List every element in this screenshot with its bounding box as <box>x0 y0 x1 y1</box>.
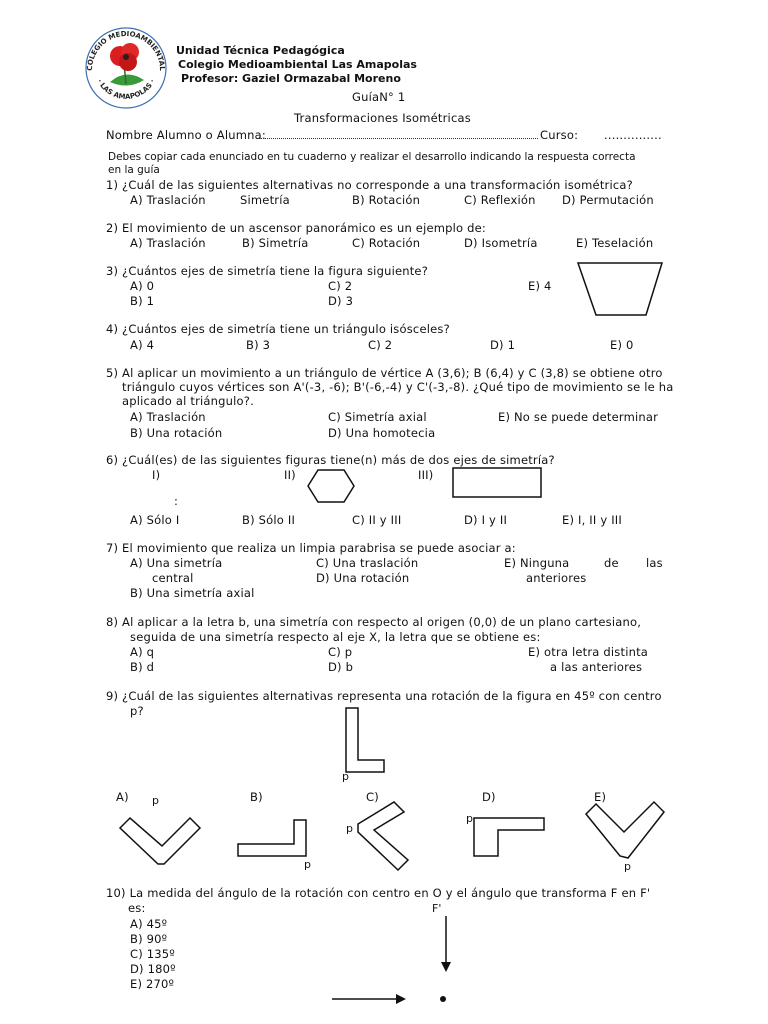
svg-text:COLEGIO MEDIOAMBIENTAL: COLEGIO MEDIOAMBIENTAL <box>85 29 167 71</box>
q7-option-e-cont: anteriores <box>526 571 587 585</box>
q1-stem: 1) ¿Cuál de las siguientes alternativas no corresponde a una transformación isométrica? <box>106 178 633 192</box>
school-seal <box>80 20 172 112</box>
q6-figure-3-label: III) <box>418 468 434 482</box>
q9-option-a-figure[interactable] <box>118 798 208 870</box>
header-line-2: Colegio Medioambiental Las Amapolas <box>178 58 417 71</box>
header-line-3: Profesor: Gaziel Ormazabal Moreno <box>181 72 401 85</box>
q3-option-c[interactable]: C) 2 <box>328 279 353 293</box>
q8-option-c[interactable]: C) p <box>328 645 353 659</box>
q5-option-a[interactable]: A) Traslación <box>130 410 206 424</box>
q9-center-p-label: p <box>342 770 349 783</box>
q9-option-e-p: p <box>624 860 631 873</box>
q9-option-d-figure[interactable] <box>472 816 548 860</box>
q7-option-e[interactable]: E) Ninguna <box>504 556 570 570</box>
q3-option-a[interactable]: A) 0 <box>130 279 155 293</box>
q6-option-b[interactable]: B) Sólo II <box>242 513 296 527</box>
q9-option-b-figure[interactable] <box>236 816 312 860</box>
q5-stem-line-3: aplicado al triángulo?. <box>122 394 254 408</box>
q3-option-b[interactable]: B) 1 <box>130 294 155 308</box>
q4-option-b[interactable]: B) 3 <box>246 338 271 352</box>
q6-option-a[interactable]: A) Sólo I <box>130 513 180 527</box>
q6-rectangle-figure <box>452 467 544 499</box>
q6-figure-2-label: II) <box>284 468 296 482</box>
q10-option-c[interactable]: C) 135º <box>130 947 175 961</box>
q5-option-c[interactable]: C) Simetría axial <box>328 410 427 424</box>
q1-option-c[interactable]: C) Reflexión <box>464 193 536 207</box>
q9-option-e-label[interactable]: E) <box>594 790 607 804</box>
q5-option-d[interactable]: D) Una homotecia <box>328 426 436 440</box>
q10-option-e[interactable]: E) 270º <box>130 977 175 991</box>
q9-option-b-p: p <box>304 858 311 871</box>
q10-f-arrow <box>332 992 408 1006</box>
guide-number: GuíaN° 1 <box>352 90 406 104</box>
q9-option-a-label[interactable]: A) <box>116 790 129 804</box>
q2-option-a[interactable]: A) Traslación <box>130 236 206 250</box>
q1-option-d[interactable]: D) Permutación <box>562 193 654 207</box>
q7-option-b[interactable]: B) Una simetría axial <box>130 586 255 600</box>
q7-stem: 7) El movimiento que realiza un limpia parabrisa se puede asociar a: <box>106 541 516 555</box>
q2-option-b[interactable]: B) Simetría <box>242 236 309 250</box>
student-name-label: Nombre Alumno o Alumna: <box>106 128 266 142</box>
q6-option-e[interactable]: E) I, II y III <box>562 513 622 527</box>
q10-option-b[interactable]: B) 90º <box>130 932 168 946</box>
course-label: Curso: <box>540 128 579 142</box>
q9-option-c-figure[interactable] <box>354 800 426 876</box>
q10-stem-line-1: 10) La medida del ángulo de la rotación con centro en O y el ángulo que transforma F en F' <box>106 886 651 900</box>
q9-option-d-p: p <box>466 812 473 825</box>
header-line-1: Unidad Técnica Pedagógica <box>176 44 345 57</box>
q8-stem-line-1: 8) Al aplicar a la letra b, una simetría con respecto al origen (0,0) de un plano cartesiano, <box>106 615 642 629</box>
q1-option-a-extra: Simetría <box>240 193 290 207</box>
q7-option-d[interactable]: D) Una rotación <box>316 571 410 585</box>
q3-option-d[interactable]: D) 3 <box>328 294 354 308</box>
q8-option-e-cont: a las anteriores <box>550 660 643 674</box>
course-field[interactable]: ............... <box>604 128 662 142</box>
q4-option-e[interactable]: E) 0 <box>610 338 634 352</box>
q9-option-c-p: p <box>346 822 353 835</box>
q4-option-d[interactable]: D) 1 <box>490 338 516 352</box>
q5-option-e[interactable]: E) No se puede determinar <box>498 410 659 424</box>
guide-subject: Transformaciones Isométricas <box>294 111 471 125</box>
q6-hexagon-figure <box>306 468 356 504</box>
q9-original-l-figure <box>340 706 390 776</box>
q8-option-e[interactable]: E) otra letra distinta <box>528 645 649 659</box>
q8-option-a[interactable]: A) q <box>130 645 155 659</box>
q5-stem-line-1: 5) Al aplicar un movimiento a un triángulo de vértice A (3,6); B (6,4) y C (3,8) se obtiene otro <box>106 366 663 380</box>
svg-text:· LAS AMAPOLAS ·: · LAS AMAPOLAS · <box>95 77 157 102</box>
q7-option-c[interactable]: C) Una traslación <box>316 556 419 570</box>
q9-option-c-label[interactable]: C) <box>366 790 379 804</box>
q9-option-d-label[interactable]: D) <box>482 790 496 804</box>
q6-stem: 6) ¿Cuál(es) de las siguientes figuras tiene(n) más de dos ejes de simetría? <box>106 453 555 467</box>
q3-option-e[interactable]: E) 4 <box>528 279 552 293</box>
q1-option-b[interactable]: B) Rotación <box>352 193 421 207</box>
q10-center-o-point <box>438 994 448 1004</box>
q7-option-e-de: de <box>604 556 619 570</box>
q3-trapezoid-figure <box>576 260 666 320</box>
q9-option-a-p: p <box>152 794 159 807</box>
q5-option-b[interactable]: B) Una rotación <box>130 426 223 440</box>
q4-option-a[interactable]: A) 4 <box>130 338 155 352</box>
q7-option-e-las: las <box>646 556 663 570</box>
q6-colon: : <box>174 494 179 508</box>
q6-option-c[interactable]: C) II y III <box>352 513 402 527</box>
q6-figure-1-label: I) <box>152 468 161 482</box>
student-name-field[interactable] <box>258 138 538 139</box>
q7-option-a-cont: central <box>152 571 194 585</box>
instructions-line-1: Debes copiar cada enunciado en tu cuaderno y realizar el desarrollo indicando la respuesta correcta <box>108 151 636 163</box>
q1-option-a[interactable]: A) Traslación <box>130 193 206 207</box>
q2-stem: 2) El movimiento de un ascensor panorámico es un ejemplo de: <box>106 221 486 235</box>
q6-option-d[interactable]: D) I y II <box>464 513 508 527</box>
q8-option-b[interactable]: B) d <box>130 660 155 674</box>
q8-option-d[interactable]: D) b <box>328 660 354 674</box>
q2-option-e[interactable]: E) Teselación <box>576 236 654 250</box>
q10-option-d[interactable]: D) 180º <box>130 962 176 976</box>
q10-stem-line-2: es: <box>128 901 146 915</box>
q5-stem-line-2: triángulo cuyos vértices son A'(-3, -6); B'(-6,-4) y C'(-3,-8). ¿Qué tipo de movimiento se le ha <box>122 380 674 394</box>
q7-option-a[interactable]: A) Una simetría <box>130 556 223 570</box>
q8-stem-line-2: seguida de una simetría respecto al eje X, la letra que se obtiene es: <box>130 630 541 644</box>
q3-stem: 3) ¿Cuántos ejes de simetría tiene la figura siguiente? <box>106 264 429 278</box>
q9-stem-line-2: p? <box>130 704 144 718</box>
q9-option-b-label[interactable]: B) <box>250 790 263 804</box>
instructions-line-2: en la guía <box>108 164 160 176</box>
q10-option-a[interactable]: A) 45º <box>130 917 168 931</box>
q4-option-c[interactable]: C) 2 <box>368 338 393 352</box>
q10-fprime-label: F' <box>432 902 442 915</box>
q2-option-d[interactable]: D) Isometría <box>464 236 538 250</box>
q4-stem: 4) ¿Cuántos ejes de simetría tiene un triángulo isósceles? <box>106 322 450 336</box>
q9-stem-line-1: 9) ¿Cuál de las siguientes alternativas representa una rotación de la figura en 45º con centro <box>106 689 662 703</box>
q2-option-c[interactable]: C) Rotación <box>352 236 421 250</box>
q10-fprime-arrow <box>440 916 452 972</box>
